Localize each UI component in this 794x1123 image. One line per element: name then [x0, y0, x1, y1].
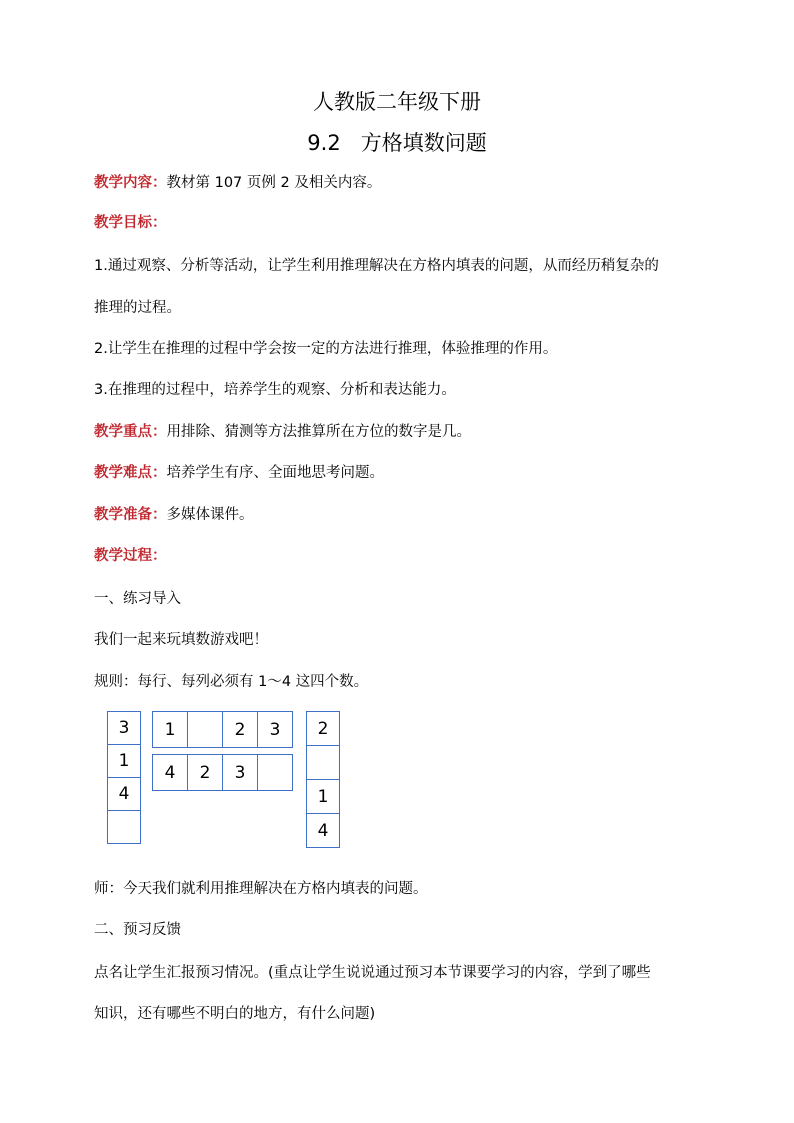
difficulty-label: 教学难点：	[94, 465, 167, 481]
process-label: 教学过程：	[94, 548, 167, 564]
grid-cell: 4	[307, 814, 340, 848]
lesson-name: 方格填数问题	[360, 131, 487, 155]
grid-right-column	[306, 711, 340, 848]
goal-3: 3.在推理的过程中，培养学生的观察、分析和表达能力。	[94, 382, 456, 398]
goal-1-line-2: 推理的过程。	[94, 300, 181, 316]
feedback-line-2: 知识，还有哪些不明白的地方，有什么问题)	[94, 1006, 376, 1022]
grid-cell: 1	[108, 745, 141, 778]
grid-cell	[258, 755, 293, 791]
section-2-heading: 二、预习反馈	[94, 922, 181, 938]
grid-cell: 1	[153, 712, 188, 748]
grid-cell	[108, 811, 141, 844]
grid-cell: 2	[223, 712, 258, 748]
feedback-line-1: 点名让学生汇报预习情况。(重点让学生说说通过预习本节课要学习的内容，学到了哪些	[94, 965, 651, 981]
grid-cell: 3	[223, 755, 258, 791]
grid-middle-row	[152, 754, 293, 791]
preparation-line	[94, 505, 254, 525]
grid-cell: 4	[108, 778, 141, 811]
grid-cell: 3	[108, 712, 141, 745]
section-1-heading: 一、练习导入	[94, 591, 181, 607]
content-line	[94, 173, 381, 193]
content-label: 教学内容：	[94, 175, 167, 191]
process-heading	[94, 546, 167, 566]
grid-cell: 2	[188, 755, 223, 791]
intro-text: 我们一起来玩填数游戏吧！	[94, 632, 268, 648]
preparation-label: 教学准备：	[94, 507, 167, 523]
key-point-label: 教学重点：	[94, 424, 167, 440]
grid-cell: 2	[307, 712, 340, 746]
key-point-line	[94, 422, 471, 442]
grid-cell	[307, 746, 340, 780]
grid-cell: 1	[307, 780, 340, 814]
grid-cell: 3	[258, 712, 293, 748]
difficulty-line	[94, 463, 384, 483]
rule-text: 规则：每行、每列必须有 1～4 这四个数。	[94, 674, 369, 690]
goal-2: 2.让学生在推理的过程中学会按一定的方法进行推理，体验推理的作用。	[94, 341, 558, 357]
content-text: 教材第 107 页例 2 及相关内容。	[166, 175, 382, 191]
teacher-text: 师：今天我们就利用推理解决在方格内填表的问题。	[94, 881, 428, 897]
grid-cell: 4	[153, 755, 188, 791]
grid-left-column	[107, 711, 141, 844]
goals-heading	[94, 213, 167, 233]
key-point-text: 用排除、猜测等方法推算所在方位的数字是几。	[166, 424, 471, 440]
grid-top-row	[152, 711, 293, 748]
page-title: 人教版二年级下册	[313, 90, 481, 114]
preparation-text: 多媒体课件。	[166, 507, 254, 523]
goal-1-line-1: 1.通过观察、分析等活动，让学生利用推理解决在方格内填表的问题，从而经历稍复杂的	[94, 258, 659, 274]
lesson-title	[0, 127, 794, 157]
grid-cell	[188, 712, 223, 748]
difficulty-text: 培养学生有序、全面地思考问题。	[166, 465, 384, 481]
goals-label: 教学目标：	[94, 215, 167, 231]
lesson-number: 9.2	[307, 131, 341, 155]
